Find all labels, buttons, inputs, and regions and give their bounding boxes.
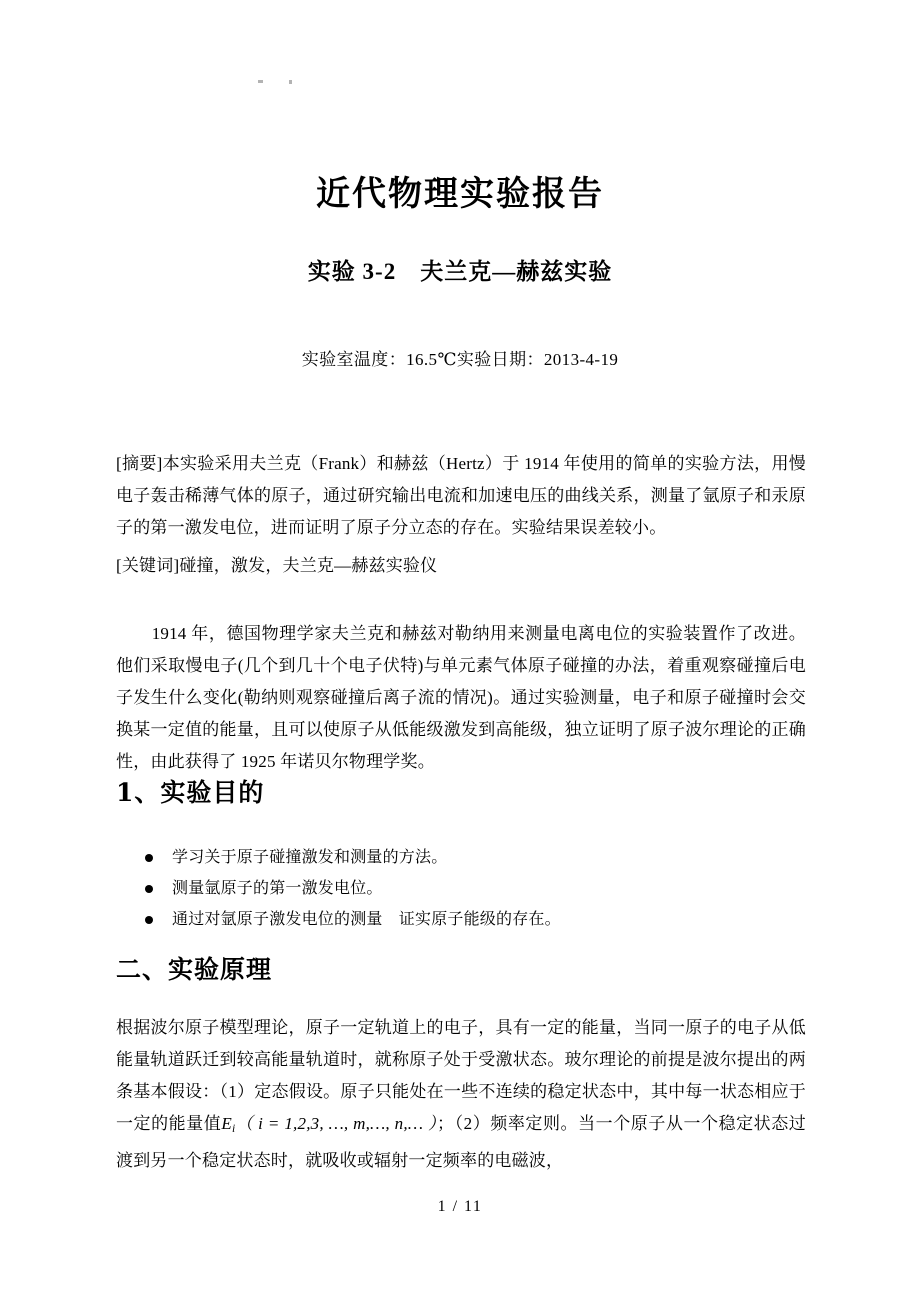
experiment-subtitle: 实验 3-2 夫兰克—赫兹实验 [307, 259, 613, 285]
list-item-label: 通过对氩原子激发电位的测量 证实原子能级的存在。 [172, 911, 561, 928]
list-item [116, 842, 806, 873]
section-heading-principle: 二、实验原理 [116, 955, 273, 984]
energy-index-range: （ i = 1,2,3, …, m,…, n,… ） [235, 1114, 438, 1133]
energy-symbol-base: E [221, 1114, 232, 1133]
scan-speckle-icon [258, 80, 263, 83]
bullet-icon [145, 885, 153, 893]
list-item-label: 学习关于原子碰撞激发和测量的方法。 [172, 849, 448, 866]
bullet-icon [145, 916, 153, 924]
bullet-icon [145, 854, 153, 862]
section-heading-purpose: 1、实验目的 [116, 778, 265, 807]
scan-speckle-icon [289, 80, 292, 84]
list-item-label: 测量氩原子的第一激发电位。 [172, 880, 383, 897]
abstract-paragraph: [摘要]本实验采用夫兰克（Frank）和赫兹（Hertz）于 1914 年使用的简单的实验方法，用慢电子轰击稀薄气体的原子，通过研究输出电流和加速电压的曲线关系，测量了氩原子和汞原子的第一激发电位，进而证明了原子分立态的存在。实验结果误差较小。 [116, 454, 806, 537]
principle-text-part1: 根据波尔原子模型理论，原子一定轨道上的电子，具有一定的能量，当同一原子的电子从低能量轨道跃迁到较高能量轨道时，就称原子处于受激状态。玻尔理论的前提是波尔提出的两条基本假设：（1）定态假设。原子只能处在一些不连续的稳定状态中，其中每一状态相应于一定的能量值 [116, 1018, 806, 1133]
page-title: 近代物理实验报告 [316, 173, 604, 214]
list-item [116, 873, 806, 904]
page-number-footer: 1 / 11 [437, 1198, 483, 1215]
introduction-paragraph: 1914 年，德国物理学家夫兰克和赫兹对勒纳用来测量电离电位的实验装置作了改进。他们采取慢电子(几个到几十个电子伏特)与单元素气体原子碰撞的办法，着重观察碰撞后电子发生什么变化(勒纳则观察碰撞后离子流的情况)。通过实验测量，电子和原子碰撞时会交换某一定值的能量，且可以使原子从低能级激发到高能级，独立证明了原子波尔理论的正确性，由此获得了 1925 年诺贝尔物理学奖。 [116, 624, 806, 771]
energy-symbol-subscript: i [231, 1121, 236, 1135]
keywords-paragraph: [关键词]碰撞，激发，夫兰克—赫兹实验仪 [116, 556, 438, 575]
principle-paragraph [116, 1012, 806, 1177]
list-item [116, 904, 806, 935]
experiment-aims-list [116, 842, 806, 935]
principle-text-part2: ；（2）频率定则。当一个原子从一个稳定状态过渡到另一个稳定状态时，就吸收或辐射一定频率的电磁波， [116, 1114, 807, 1170]
experiment-meta-line: 实验室温度：16.5℃实验日期：2013-4-19 [301, 350, 619, 369]
energy-symbol [221, 1114, 235, 1133]
